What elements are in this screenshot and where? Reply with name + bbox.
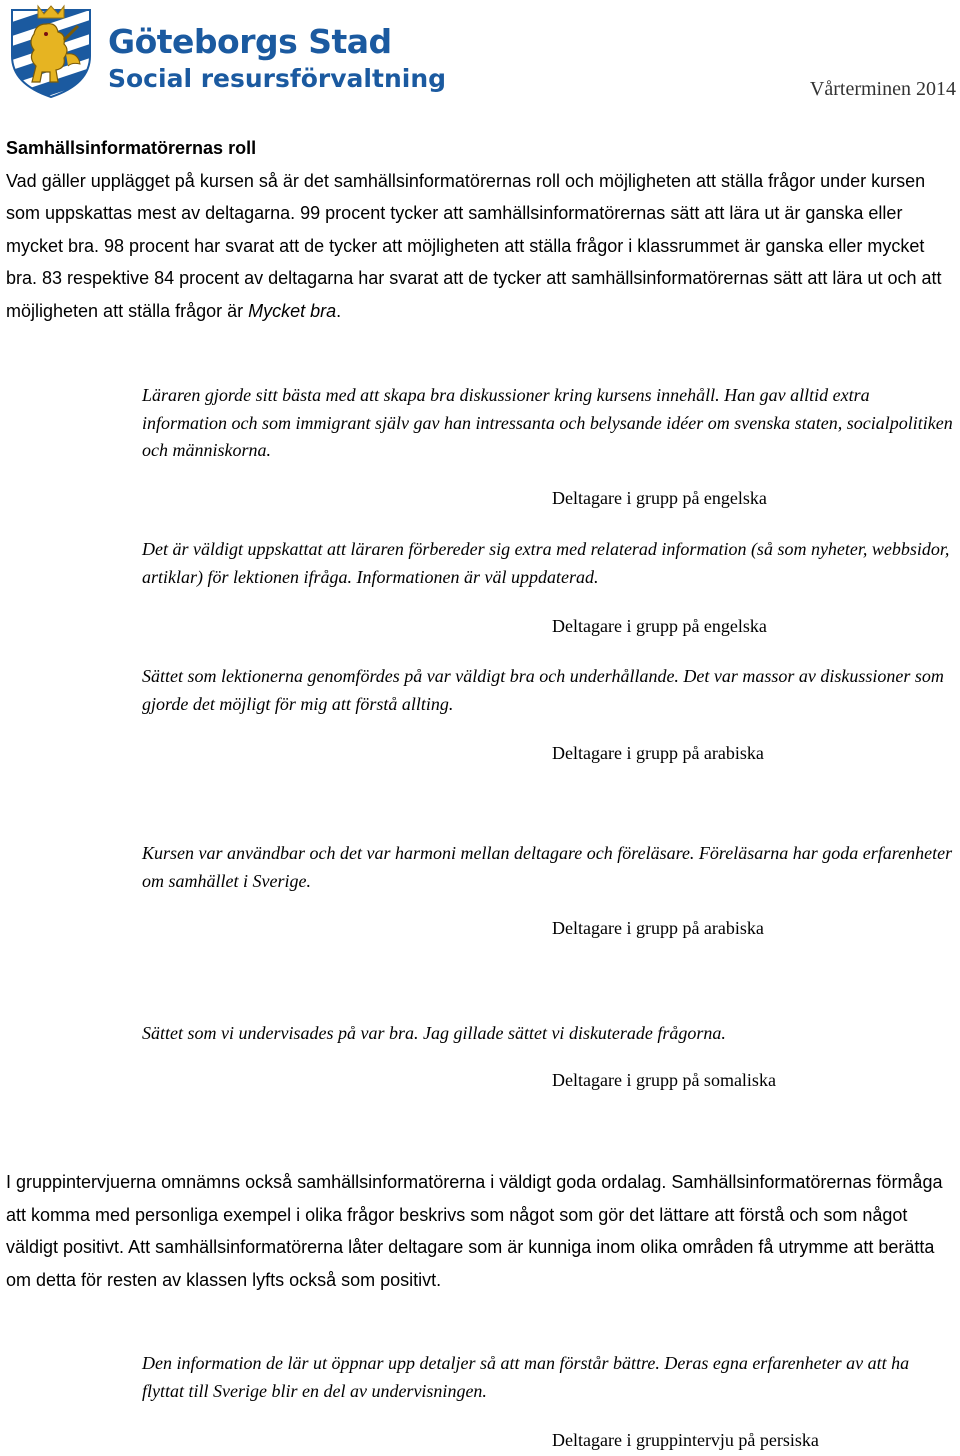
quote-3-attribution: Deltagare i grupp på arabiska — [552, 743, 764, 763]
quote-4-attribution: Deltagare i grupp på arabiska — [552, 918, 764, 938]
quote-6-attribution: Deltagare i gruppintervju på persiska — [552, 1430, 819, 1450]
quote-6: Den information de lär ut öppnar upp detaljer så att man förstår bättre. Deras egna erfarenheter av att ha flyttat till Sverige blir en del av undervisningen. — [142, 1353, 910, 1401]
intro-paragraph-text: Vad gäller upplägget på kursen så är det samhällsinformatörernas roll och möjligheten att ställa frågor under kursen som uppskattas mest av deltagarna. 99 procent tycker att samhällsinformatörernas sätt att lära ut är ganska eller mycket bra. 98 procent har svarat att de tycker att möjligheten att ställa frågor i klassrummet är ganska eller mycket bra. 83 respektive 84 procent av deltagarna har svarat att de tycker att samhällsinformatörernas sätt att lära ut och att möjligheten att ställa frågor är — [6, 170, 942, 321]
section-heading: Samhällsinformatörernas roll — [6, 138, 257, 158]
quote-1: Läraren gjorde sitt bästa med att skapa bra diskussioner kring kursens innehåll. Han gav alltid extra information och som immigrant själv gav han intressanta och belysande idéer om svenska staten, socialpolitiken och människorna. — [142, 385, 953, 460]
group-interview-paragraph: I gruppintervjuerna omnämns också samhällsinformatörerna i väldigt goda ordalag. Samhällsinformatörernas förmåga att komma med personliga exempel i olika frågor beskrivs som något som gör det lättare att förstå och som något väldigt positivt. Att samhällsinformatörerna låter deltagare som är kunniga inom olika områden få utrymme att berätta om detta för resten av klassen lyfts också som positivt. — [6, 1172, 943, 1290]
intro-section — [6, 132, 946, 327]
intro-paragraph-emphasis: Mycket bra — [248, 300, 337, 321]
quote-2: Det är väldigt uppskattat att läraren förbereder sig extra med relaterad information (så som nyheter, webbsidor, artiklar) för lektionen ifråga. Informationen är väl uppdaterad. — [142, 539, 950, 587]
quote-2-attribution: Deltagare i grupp på engelska — [552, 616, 767, 636]
organization-unit: Social resursförvaltning — [108, 64, 447, 93]
intro-paragraph-end: . — [336, 300, 342, 321]
quote-1-attribution: Deltagare i grupp på engelska — [552, 488, 767, 508]
intro-paragraph — [6, 165, 946, 328]
page-header — [0, 0, 960, 110]
term-label: Vårterminen 2014 — [809, 78, 956, 100]
quote-4: Kursen var användbar och det var harmoni mellan deltagare och föreläsare. Föreläsarna har goda erfarenheter om samhället i Sverige. — [142, 843, 953, 891]
goteborg-coat-of-arms-lion-icon — [6, 4, 96, 100]
quote-3: Sättet som lektionerna genomfördes på var väldigt bra och underhållande. Det var massor av diskussioner som gjorde det möjligt för mig att förstå allting. — [142, 666, 944, 714]
organization-name: Göteborgs Stad — [108, 22, 392, 61]
quote-5-attribution: Deltagare i grupp på somaliska — [552, 1070, 776, 1090]
quote-5: Sättet som vi undervisades på var bra. Jag gillade sättet vi diskuterade frågorna. — [142, 1023, 726, 1043]
